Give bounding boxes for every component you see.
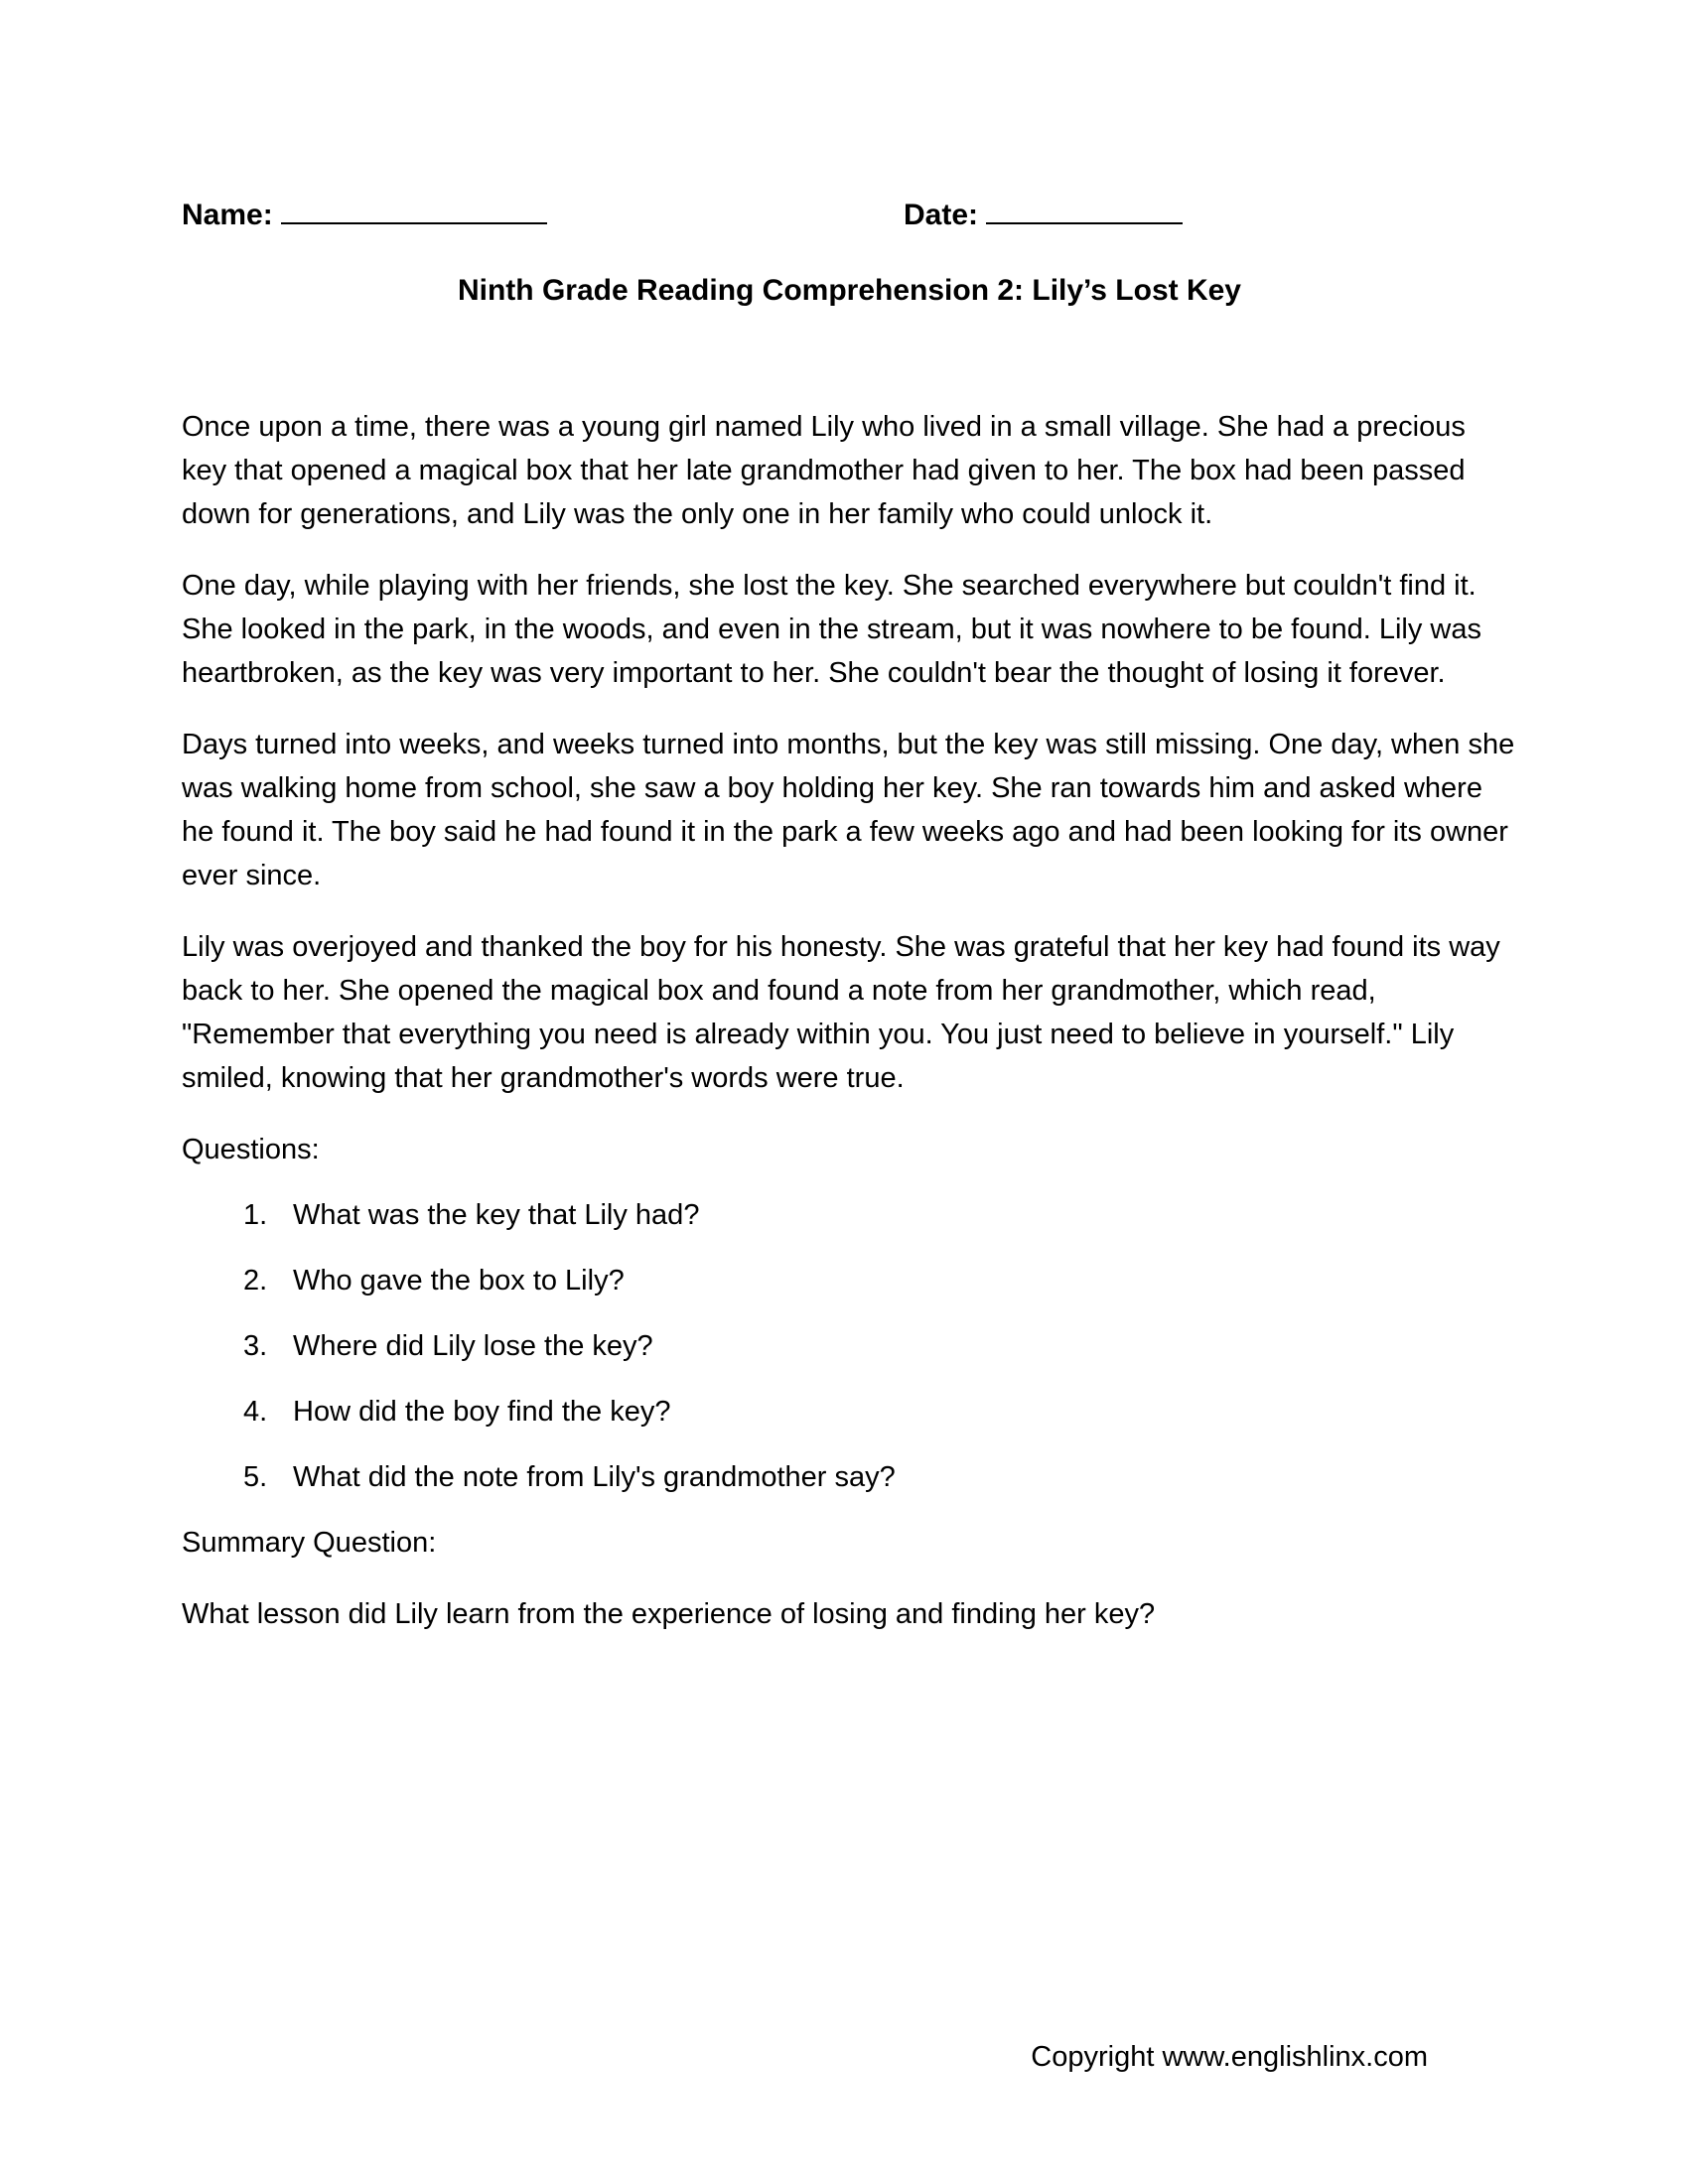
name-field [182,194,547,237]
story-paragraph-1: Once upon a time, there was a young girl named Lily who lived in a small village. She had a precious key that opened a magical box that her late grandmother had given to her. The box had been passed down for generations, and Lily was the only one in her family who could unlock it. [182,411,1466,530]
question-item [243,1259,1517,1302]
summary-question-text: What lesson did Lily learn from the experience of losing and finding her key? [182,1598,1156,1630]
date-label: Date: [904,199,979,231]
question-item [243,1390,1517,1433]
story-paragraph-3: Days turned into weeks, and weeks turned into months, but the key was still missing. One day, when she was walking home from school, she saw a boy holding her key. She ran towards him and asked where he found it. The boy said he had found it in the park a few weeks ago and had been looking for its owner ever since. [182,729,1515,891]
question-number: 5. [243,1461,268,1493]
question-number: 2. [243,1265,268,1297]
question-item [243,1324,1517,1368]
header-row [182,194,1517,241]
questions-list [182,1193,1517,1499]
question-text: What did the note from Lily's grandmother say? [293,1461,896,1493]
date-blank-line [986,195,1183,224]
story-paragraph-4: Lily was overjoyed and thanked the boy for his honesty. She was grateful that her key had found its way back to her. She opened the magical box and found a note from her grandmother, which read, "Remember that everything you need is already within you. You just need to believe in yourself." Lily smiled, knowing that her grandmother's words were true. [182,931,1500,1094]
question-text: How did the boy find the key? [293,1396,671,1428]
story-paragraph-2: One day, while playing with her friends, she lost the key. She searched everywhere but couldn't find it. She looked in the park, in the woods, and even in the stream, but it was nowhere to be found. Lily was heartbroken, as the key was very important to her. She couldn't bear the thought of losing it forever. [182,570,1482,689]
question-text: Where did Lily lose the key? [293,1330,653,1362]
copyright-footer: Copyright www.englishlinx.com [1031,2041,1428,2073]
question-item [243,1455,1517,1499]
page-title: Ninth Grade Reading Comprehension 2: Lily’s Lost Key [457,274,1241,307]
questions-heading: Questions: [182,1134,320,1165]
question-item [243,1193,1517,1237]
name-label: Name: [182,199,273,231]
date-field [904,194,1183,237]
worksheet-content [182,194,1517,1636]
question-number: 3. [243,1330,268,1362]
question-text: What was the key that Lily had? [293,1199,700,1231]
question-number: 4. [243,1396,268,1428]
name-blank-line [281,195,547,224]
summary-question-heading: Summary Question: [182,1527,437,1559]
question-text: Who gave the box to Lily? [293,1265,625,1297]
question-number: 1. [243,1199,268,1231]
